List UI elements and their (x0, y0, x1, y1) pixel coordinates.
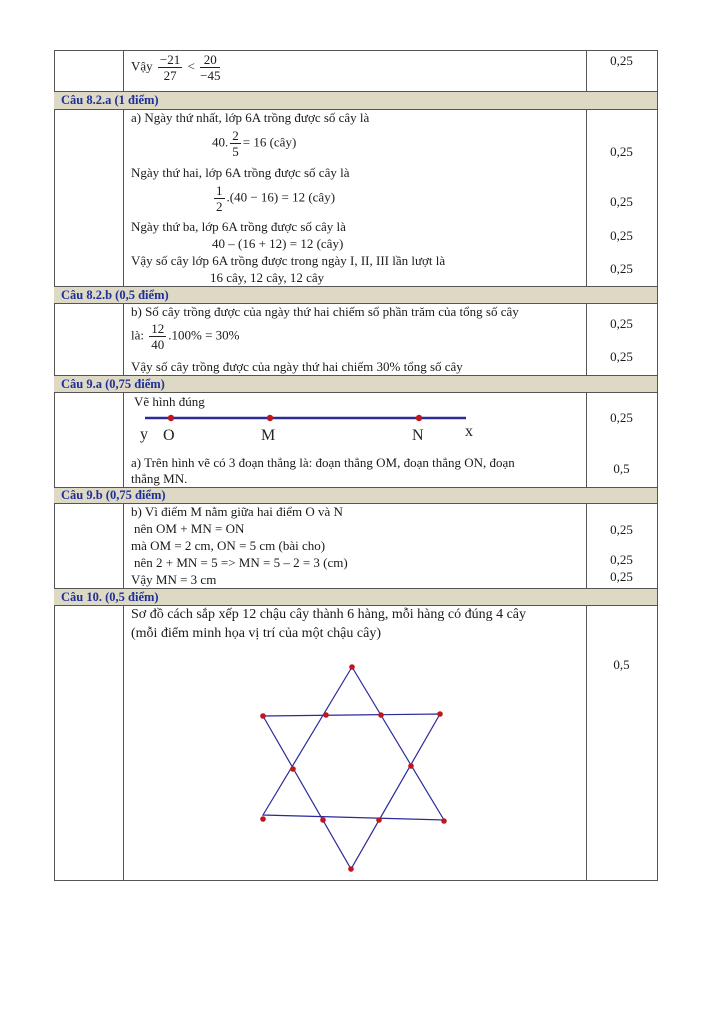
plant-point (437, 711, 443, 717)
plant-point (408, 763, 414, 769)
score: 0,25 (610, 349, 633, 364)
text-line: Vậy số cây trồng được của ngày thứ hai chiếm 30% tổng số cây (131, 359, 463, 374)
score: 0,25 (610, 228, 633, 243)
text-line: thẳng MN. (131, 471, 188, 486)
formula-line: là: $\frac{12}{40}$ .100% = 30% (131, 321, 240, 352)
score: 0,5 (613, 461, 630, 476)
score: 0,25 (610, 316, 633, 331)
table-right-border (657, 50, 658, 880)
score: 0,25 (610, 410, 633, 425)
label-y: y (140, 426, 148, 443)
section-header-10: Câu 10. (0,5 điểm) (54, 589, 657, 605)
text-line: nên 2 + MN = 5 => MN = 5 – 2 = 3 (cm) (134, 555, 348, 570)
text-line: Vẽ hình đúng (134, 394, 205, 409)
point-o (168, 415, 174, 421)
section-header-8-2-a: Câu 8.2.a (1 điểm) (54, 92, 657, 109)
score: 0,25 (610, 569, 633, 584)
plant-point (260, 713, 266, 719)
label-o: O (163, 427, 175, 444)
score: 0,25 (610, 53, 633, 68)
score: 0,25 (610, 144, 633, 159)
triangle-down (263, 714, 440, 869)
text-line: b) Vì điểm M nằm giữa hai điểm O và N (131, 504, 343, 519)
conclusion-fraction-line: Vậy $\frac{-21}{27}$ < $\frac{20}{-45}$ (131, 52, 221, 83)
plant-point (349, 664, 355, 670)
text-line: Ngày thứ hai, lớp 6A trồng được số cây là (131, 165, 350, 180)
text-line: a) Trên hình vẽ có 3 đoạn thẳng là: đoạn thẳng OM, đoạn thẳng ON, đoạn (131, 455, 515, 470)
point-m (267, 415, 273, 421)
plant-point (378, 712, 384, 718)
score: 0,25 (610, 552, 633, 567)
plant-point (290, 766, 296, 772)
triangle-up (263, 667, 444, 820)
score: 0,5 (613, 657, 630, 672)
plant-point (348, 866, 354, 872)
text-line: Vậy MN = 3 cm (131, 572, 217, 587)
plant-point (323, 712, 329, 718)
plant-point (320, 817, 326, 823)
plant-point (376, 817, 382, 823)
text-line: mà OM = 2 cm, ON = 5 cm (bài cho) (131, 538, 326, 553)
score: 0,25 (610, 261, 633, 276)
formula-line: 40. $\frac{2}{5}$ = 16 (cây) (212, 128, 297, 159)
section-header-8-2-b: Câu 8.2.b (0,5 điểm) (54, 287, 657, 303)
table-top-border (54, 50, 658, 51)
table-col1-border (123, 50, 124, 880)
text-line: (mỗi điểm minh họa vị trí của một chậu cây) (131, 626, 381, 641)
text-line: 16 cây, 12 cây, 12 cây (210, 270, 325, 285)
label-n: N (412, 427, 424, 444)
segment-figure (130, 408, 490, 448)
text-line: Ngày thứ ba, lớp 6A trồng được số cây là (131, 219, 346, 234)
section-header-9-b: Câu 9.b (0,75 điểm) (54, 488, 657, 503)
label-m: M (261, 427, 276, 444)
plant-point (441, 818, 447, 824)
text-line: b) Số cây trồng được của ngày thứ hai chiếm số phần trăm của tổng số cây (131, 304, 519, 319)
text-line: a) Ngày thứ nhất, lớp 6A trồng được số cây là (131, 110, 370, 125)
text-line: Sơ đồ cách sắp xếp 12 chậu cây thành 6 hàng, mỗi hàng có đúng 4 cây (131, 607, 527, 622)
formula-line: 40 – (16 + 12) = 12 (cây) (212, 236, 344, 251)
score: 0,25 (610, 522, 633, 537)
text-line: nên OM + MN = ON (134, 521, 245, 536)
point-n (416, 415, 422, 421)
table-bottom-border (54, 880, 658, 881)
table-left-border (54, 50, 55, 880)
star-of-david-figure (255, 660, 455, 875)
text-line: Vậy số cây lớp 6A trồng được trong ngày I, II, III lần lượt là (131, 253, 446, 268)
section-header-9-a: Câu 9.a (0,75 điểm) (54, 376, 657, 392)
plant-point (260, 816, 266, 822)
label-x: x (465, 423, 473, 440)
formula-line: $\frac{1}{2}$ .(40 − 16) = 12 (cây) (216, 183, 336, 214)
score: 0,25 (610, 194, 633, 209)
